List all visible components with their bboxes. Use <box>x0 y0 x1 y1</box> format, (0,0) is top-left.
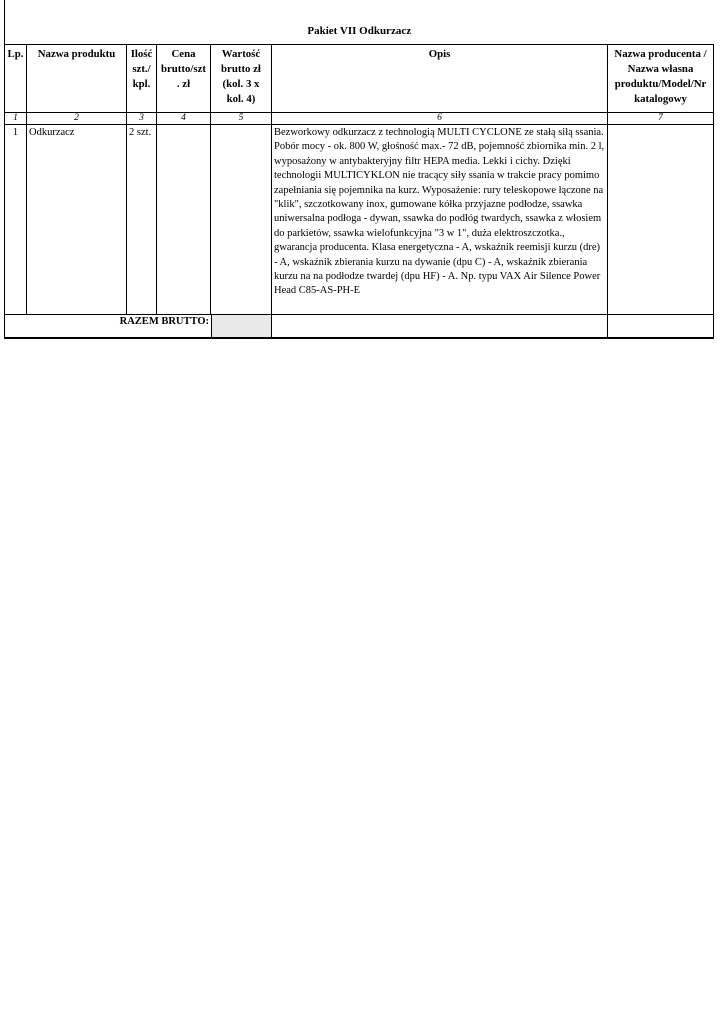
row-unit-price-cell[interactable] <box>157 125 211 315</box>
summary-blank-description <box>272 315 608 339</box>
summary-label: RAZEM BRUTTO: <box>119 316 209 327</box>
header-manufacturer: Nazwa producenta / Nazwa własna produktu/Model/Nr katalogowy <box>608 45 714 113</box>
row-product-name: Odkurzacz <box>27 125 127 315</box>
price-form-sheet <box>4 18 713 339</box>
row-quantity: 2 szt. <box>127 125 157 315</box>
row-total-value-cell[interactable] <box>211 125 272 315</box>
product-table <box>4 18 714 339</box>
summary-blank-manufacturer <box>608 315 714 339</box>
header-quantity: Ilość szt./ kpl. <box>127 45 157 113</box>
column-number: 6 <box>272 113 608 125</box>
summary-row <box>5 315 714 339</box>
header-product-name: Nazwa produktu <box>27 45 127 113</box>
row-manufacturer-cell[interactable] <box>608 125 714 315</box>
table-title: Pakiet VII Odkurzacz <box>5 18 714 45</box>
header-lp: Lp. <box>5 45 27 113</box>
table-row <box>5 125 714 315</box>
column-number-row <box>5 113 714 125</box>
row-lp: 1 <box>5 125 27 315</box>
column-number: 5 <box>211 113 272 125</box>
column-number: 7 <box>608 113 714 125</box>
column-number: 4 <box>157 113 211 125</box>
header-row <box>5 45 714 113</box>
header-description: Opis <box>272 45 608 113</box>
column-number: 3 <box>127 113 157 125</box>
summary-label-cell <box>5 315 272 339</box>
column-number: 2 <box>27 113 127 125</box>
left-margin-line <box>4 0 5 18</box>
header-total-value: Wartość brutto zł (kol. 3 x kol. 4) <box>211 45 272 113</box>
column-number: 1 <box>5 113 27 125</box>
summary-total-cell[interactable] <box>211 315 271 337</box>
row-description: Bezworkowy odkurzacz z technologią MULTI CYCLONE ze stałą siłą ssania. Pobór mocy - ok. 800 W, głośność max.- 72 dB, pojemność zbiornika min. 2 l, wyposażony w antybakteryjny filtr HEPA media. Lekki i cichy. Dzięki technologii MULTICYKLON nie tracący siły ssania w trakcie pracy pomimo zapełniania się pojemnika na kurz. Wyposażenie: rury teleskopowe łączone na "klik", szczotkowany inox, gumowane kółka przyjazne podłodze, ssawka uniwersalna podłoga - dywan, ssawka do podłóg twardych, ssawka z włosiem do parkietów, ssawka wielofunkcyjna "3 w 1", duża elektroszczotka., gwarancja producenta. Klasa energetyczna - A, wskaźnik reemisji kurzu (dre) - A, wskaźnik zbierania kurzu na dywanie (dpu C) - A, wskaźnik zbierania kurzu na na podłodze twardej (dpu HF) - A. Np. typu VAX Air Silence Power Head C85-AS-PH-E <box>272 125 608 315</box>
header-unit-price: Cena brutto/szt . zł <box>157 45 211 113</box>
